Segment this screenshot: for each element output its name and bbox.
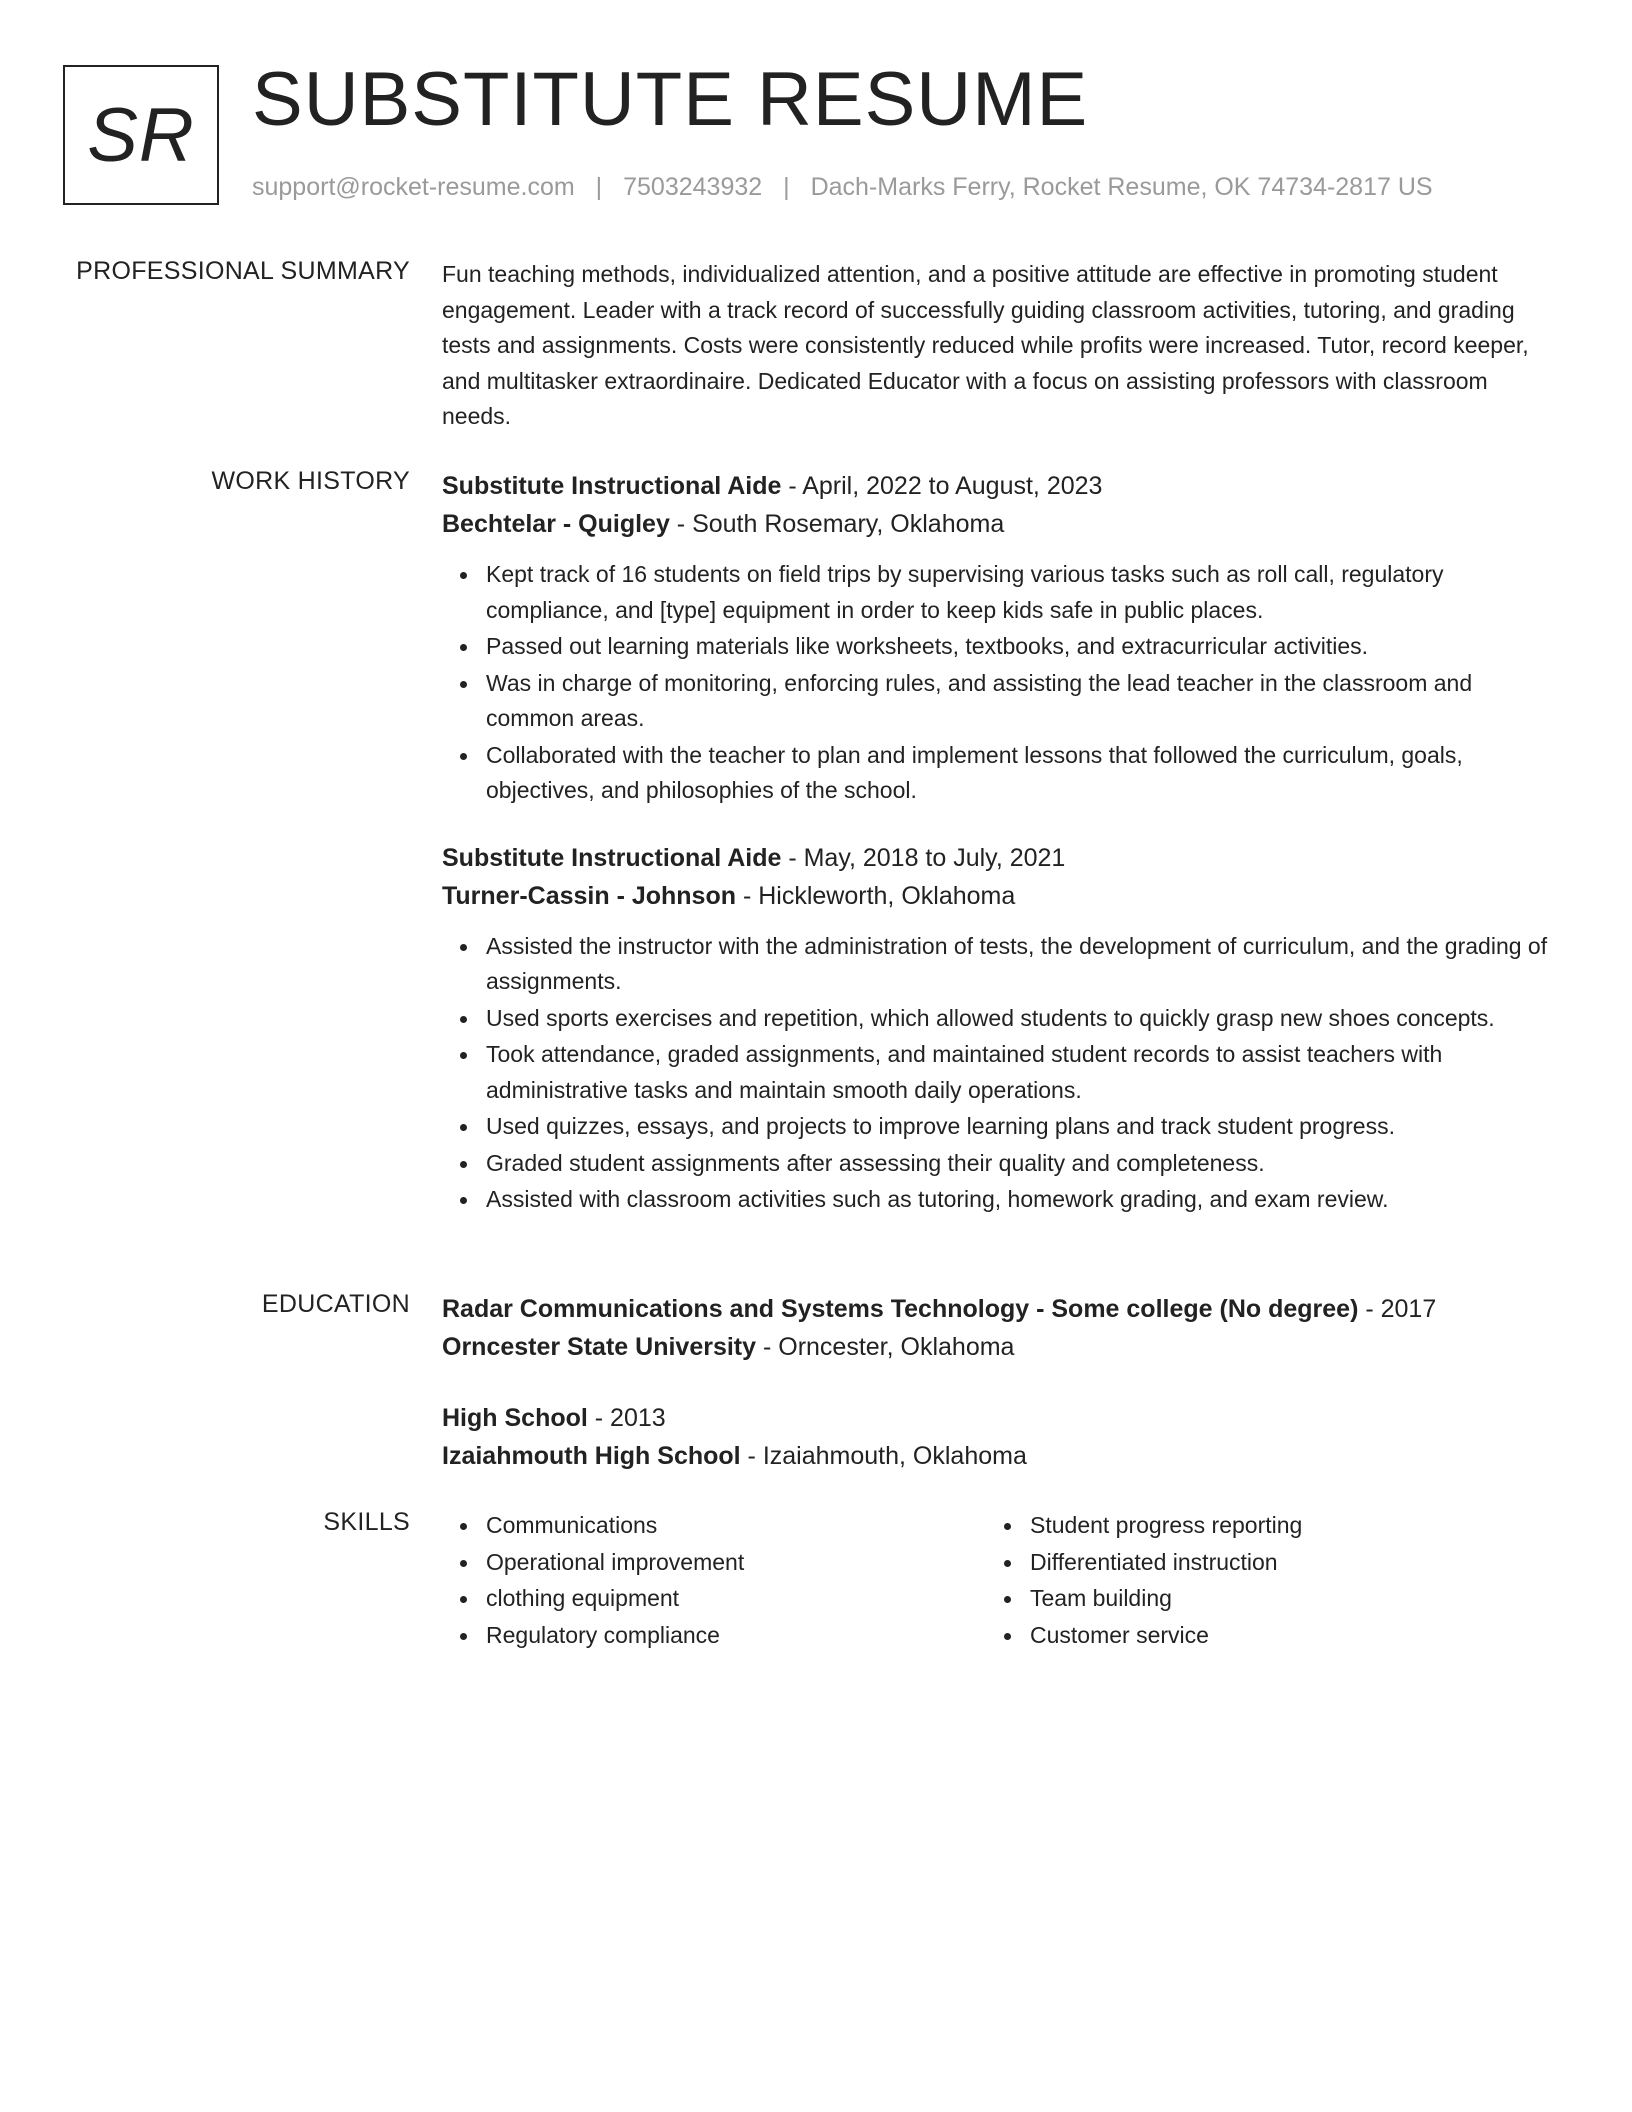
skills-grid [442,1508,1552,1654]
job-title: Substitute Instructional Aide [442,472,782,500]
skill-item: Operational improvement [486,1545,986,1581]
section-label-education: EDUCATION [261,1290,410,1318]
job-title-line [442,467,1552,505]
summary-text: Fun teaching methods, individualized attention, and a positive attitude are effective in promoting student engagement. Leader with a track record of successfully guiding classroom activities, tutoring, and grading tests and assignments. Costs were consistently reduced while profits were increased. Tutor, record keeper, and multitasker extraordinaire. Dedicated Educator with a focus on assisting professors with classroom needs. [442,261,1529,429]
education-degree-line [442,1399,1552,1437]
education-school-line [442,1328,1552,1366]
skill-item: Customer service [1030,1618,1530,1654]
summary-body [442,257,1552,435]
resume-title: SUBSTITUTE RESUME [252,57,1089,142]
skills-column-1 [442,1508,986,1654]
skill-item: Team building [1030,1581,1530,1617]
education-degree-line [442,1290,1552,1328]
job-bullet: Passed out learning materials like worksheets, textbooks, and extracurricular activities. [486,629,1552,665]
skill-item: Communications [486,1508,986,1544]
job-company: Bechtelar - Quigley [442,510,670,538]
monogram-logo [63,65,219,205]
education-year: - 2013 [587,1404,666,1432]
job-bullet: Assisted with classroom activities such as tutoring, homework grading, and exam review. [486,1182,1552,1218]
skills-body [442,1508,1552,1654]
job-dates: - May, 2018 to July, 2021 [781,843,1066,872]
contact-email: support@rocket-resume.com [252,173,575,201]
contact-line [252,173,1433,202]
education-entry [442,1399,1552,1475]
monogram-text: SR [87,92,195,178]
education-body [442,1290,1552,1475]
job-company-line [442,877,1552,915]
education-degree: High School [442,1404,588,1432]
job-company: Turner-Cassin - Johnson [442,881,737,910]
job-entry [442,839,1552,1218]
contact-phone: 7503243932 [623,173,763,201]
skill-item: Student progress reporting [1030,1508,1530,1544]
job-bullet: Used sports exercises and repetition, which allowed students to quickly grasp new shoes concepts. [486,1001,1552,1037]
education-school: Orncester State University [442,1333,757,1361]
education-school: Izaiahmouth High School [442,1442,741,1470]
education-school-line [442,1437,1552,1475]
job-location: - South Rosemary, Oklahoma [669,510,1005,538]
contact-separator: | [783,173,790,201]
job-entry [442,467,1552,809]
skill-item: Regulatory compliance [486,1618,986,1654]
job-bullet-list [442,929,1552,1218]
job-bullet: Took attendance, graded assignments, and maintained student records to assist teachers with administrative tasks and maintain smooth daily operations. [486,1037,1552,1108]
education-location: - Orncester, Oklahoma [756,1333,1015,1361]
job-bullet: Assisted the instructor with the administration of tests, the development of curriculum, and the grading of assignments. [486,929,1552,1000]
section-label-work-history: WORK HISTORY [211,467,410,495]
education-degree: Radar Communications and Systems Technology - Some college (No degree) [442,1295,1359,1323]
skill-item: Differentiated instruction [1030,1545,1530,1581]
education-location: - Izaiahmouth, Oklahoma [740,1442,1027,1470]
job-bullet: Used quizzes, essays, and projects to improve learning plans and track student progress. [486,1109,1552,1145]
work-history-body [442,467,1552,1219]
education-entry [442,1290,1552,1366]
job-bullet: Kept track of 16 students on field trips by supervising various tasks such as roll call, regulatory compliance, and [type] equipment in order to keep kids safe in public places. [486,557,1552,628]
job-bullet: Graded student assignments after assessing their quality and completeness. [486,1146,1552,1182]
job-bullet: Was in charge of monitoring, enforcing rules, and assisting the lead teacher in the classroom and common areas. [486,666,1552,737]
skills-column-2 [986,1508,1530,1654]
skill-item: clothing equipment [486,1581,986,1617]
contact-separator: | [595,173,603,201]
job-bullet: Collaborated with the teacher to plan and implement lessons that followed the curriculum, goals, objectives, and philosophies of the school. [486,738,1552,809]
job-bullet-list [442,557,1552,809]
job-company-line [442,505,1552,543]
job-dates: - April, 2022 to August, 2023 [781,472,1103,500]
education-year: - 2017 [1358,1295,1437,1323]
job-title: Substitute Instructional Aide [442,843,782,872]
section-label-summary: PROFESSIONAL SUMMARY [76,257,410,285]
contact-address: Dach-Marks Ferry, Rocket Resume, OK 74734-2817 US [810,173,1433,201]
job-location: - Hickleworth, Oklahoma [736,881,1016,910]
section-label-skills: SKILLS [323,1508,410,1536]
job-title-line [442,839,1552,877]
